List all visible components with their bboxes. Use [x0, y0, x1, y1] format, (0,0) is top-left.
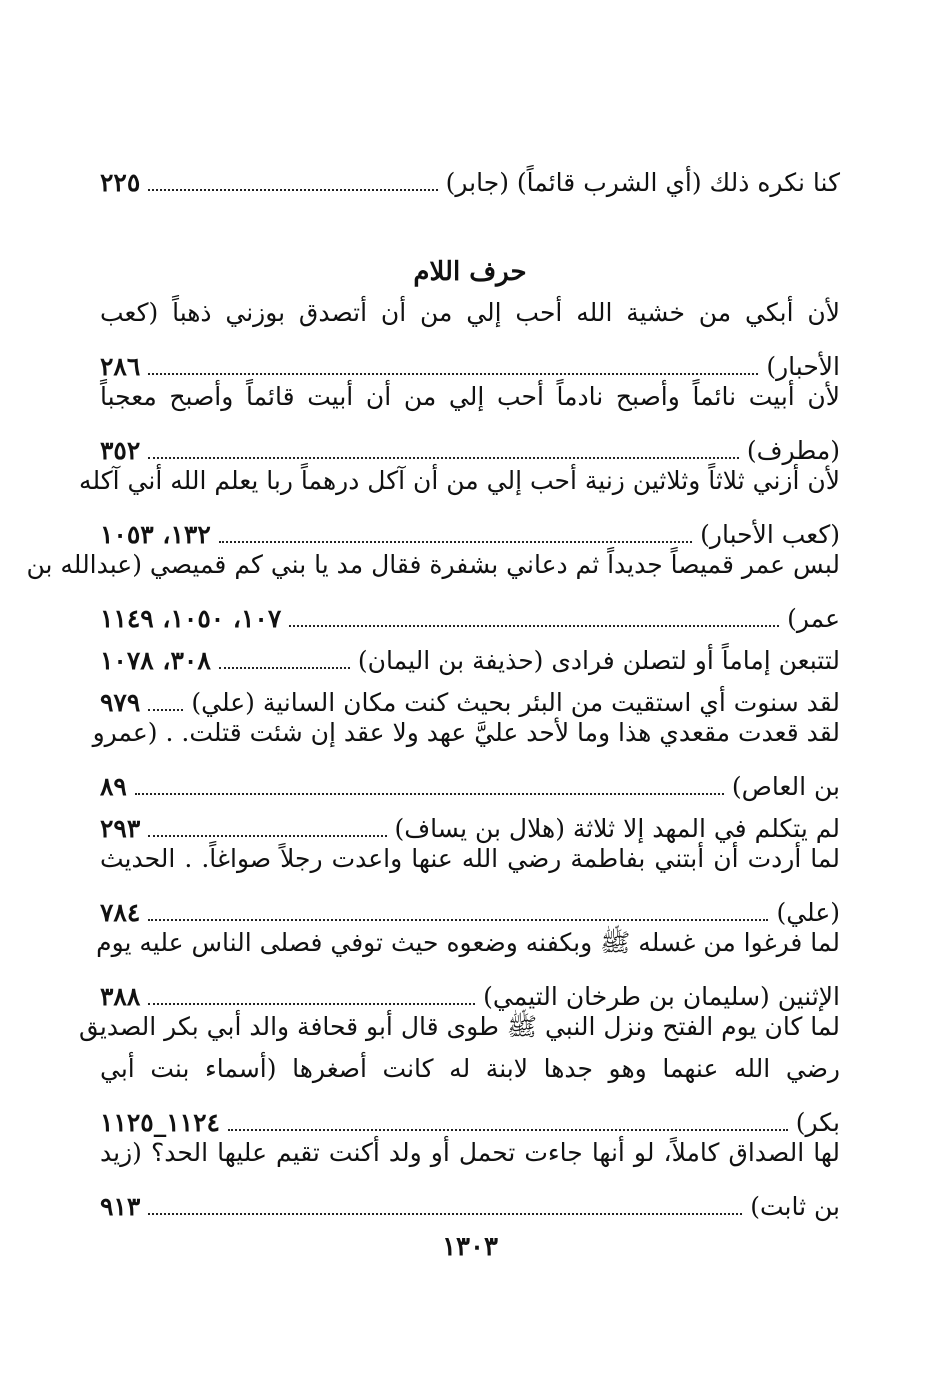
entry-pages: ٢٢٥: [100, 168, 141, 197]
index-entry: [100, 382, 840, 466]
entry-pages: ٧٨٤: [100, 898, 141, 927]
entry-last-line: [100, 508, 840, 550]
entry-text: الأحبار): [766, 352, 840, 381]
entry-last-line: [100, 676, 840, 718]
index-entry: [100, 802, 840, 844]
entry-text: الإثنين (سليمان بن طرخان التيمي): [483, 982, 840, 1011]
leader-dots: [289, 625, 779, 627]
index-entry: [100, 1138, 840, 1222]
index-page: [26, 0, 840, 1391]
entry-last-line: [100, 1096, 840, 1138]
entry-text: بكر): [795, 1108, 840, 1137]
entry-line: لما كان يوم الفتح ونزل النبي ﷺ طوى قال أبو قحافة والد أبي بكر الصديق: [79, 1012, 840, 1041]
leader-dots: [148, 709, 183, 711]
leader-dots: [148, 189, 437, 191]
section-heading: حرف اللام: [413, 257, 527, 287]
entry-last-line: [100, 802, 840, 844]
entry-line: لما أردت أن أبتني بفاطمة رضي الله عنها واعدت رجلاً صواغاً. . الحديث: [100, 844, 840, 873]
entry-last-line: [100, 886, 840, 928]
leader-dots: [228, 1129, 788, 1131]
entry-pages: ٣٨٨: [100, 982, 141, 1011]
entry-text: لقد سنوت أي استقيت من البئر بحيث كنت مكان السانية (علي): [191, 688, 840, 717]
index-entry: [26, 550, 840, 634]
index-entry: [79, 1012, 840, 1138]
entry-last-line: [100, 634, 840, 676]
entry-text: بن العاص): [731, 772, 840, 801]
leader-dots: [148, 373, 758, 375]
leader-dots: [219, 541, 692, 543]
leader-dots: [135, 793, 724, 795]
index-entry: [100, 844, 840, 928]
entry-last-line: [100, 1180, 840, 1222]
page-number: ١٣٠٣: [442, 1232, 498, 1262]
leader-dots: [219, 667, 350, 669]
entry-pages: ٢٨٦: [100, 352, 141, 381]
index-entry: [100, 676, 840, 718]
entry-line: لقد قعدت مقعدي هذا وما لأحد عليَّ عهد ولا عقد إن شئت قتلت. . (عمرو: [92, 718, 840, 747]
leader-dots: [148, 457, 739, 459]
index-entry: [96, 928, 840, 1012]
entry-text: (مطرف): [746, 436, 840, 465]
leader-dots: [148, 1003, 475, 1005]
entry-text: (كعب الأحبار): [700, 520, 840, 549]
index-entry: [92, 718, 840, 802]
index-entry-top: [100, 168, 840, 198]
entry-line: رضي الله عنهما وهو جدها لابنة له كانت أصغرها (أسماء بنت أبي: [100, 1054, 840, 1083]
entry-line: لأن أبيت نائماً وأصبح نادماً أحب إلي من أن أبيت قائماً وأصبح معجباً: [100, 382, 840, 411]
index-entry: [79, 466, 840, 550]
entry-line: لها الصداق كاملاً، لو أنها جاءت تحمل أو ولد أكنت تقيم عليها الحد؟ (زيد: [100, 1138, 840, 1167]
entry-pages: ٢٩٣: [100, 814, 141, 843]
entry-last-line: [100, 760, 840, 802]
entry-pages: ٩١٣: [100, 1192, 141, 1221]
entry-pages: ١١٢٤_١١٢٥: [100, 1108, 220, 1137]
entry-text: بن ثابت): [750, 1192, 840, 1221]
entry-pages: ٣٥٢: [100, 436, 141, 465]
index-entry: [100, 298, 840, 382]
entry-text: لتتبعن إماماً أو لتصلن فرادى (حذيفة بن اليمان): [357, 646, 840, 675]
leader-dots: [148, 835, 386, 837]
leader-dots: [148, 1213, 742, 1215]
entry-line: لبس عمر قميصاً جديداً ثم دعاني بشفرة فقال مد يا بني كم قميصي (عبدالله بن: [26, 550, 840, 579]
entry-last-line: [100, 424, 840, 466]
entry-pages: ٨٩: [100, 772, 127, 801]
entry-last-line: [100, 592, 840, 634]
entry-last-line: [100, 970, 840, 1012]
index-entry: [100, 634, 840, 676]
entry-line: لما فرغوا من غسله ﷺ وبكفنه وضعوه حيث توفي فصلى الناس عليه يوم: [96, 928, 840, 957]
entry-text: كنا نكره ذلك (أي الشرب قائماً) (جابر): [445, 168, 840, 197]
leader-dots: [148, 919, 768, 921]
entry-pages: ٣٠٨، ١٠٧٨: [100, 646, 211, 675]
entry-text: لم يتكلم في المهد إلا ثلاثة (هلال بن يساف): [394, 814, 840, 843]
entry-last-line: [100, 340, 840, 382]
entry-text: (علي): [776, 898, 840, 927]
entry-line: لأن أزني ثلاثاً وثلاثين زنية أحب إلي من أن آكل درهماً ربا يعلم الله أني آكله: [79, 466, 840, 495]
entry-pages: ١٣٢، ١٠٥٣: [100, 520, 211, 549]
entry-line: لأن أبكي من خشية الله أحب إلي من أن أتصدق بوزني ذهباً (كعب: [100, 298, 840, 327]
entry-text: عمر): [787, 604, 840, 633]
entry-pages: ٩٧٩: [100, 688, 141, 717]
entry-pages: ١٠٧، ١٠٥٠، ١١٤٩: [100, 604, 282, 633]
